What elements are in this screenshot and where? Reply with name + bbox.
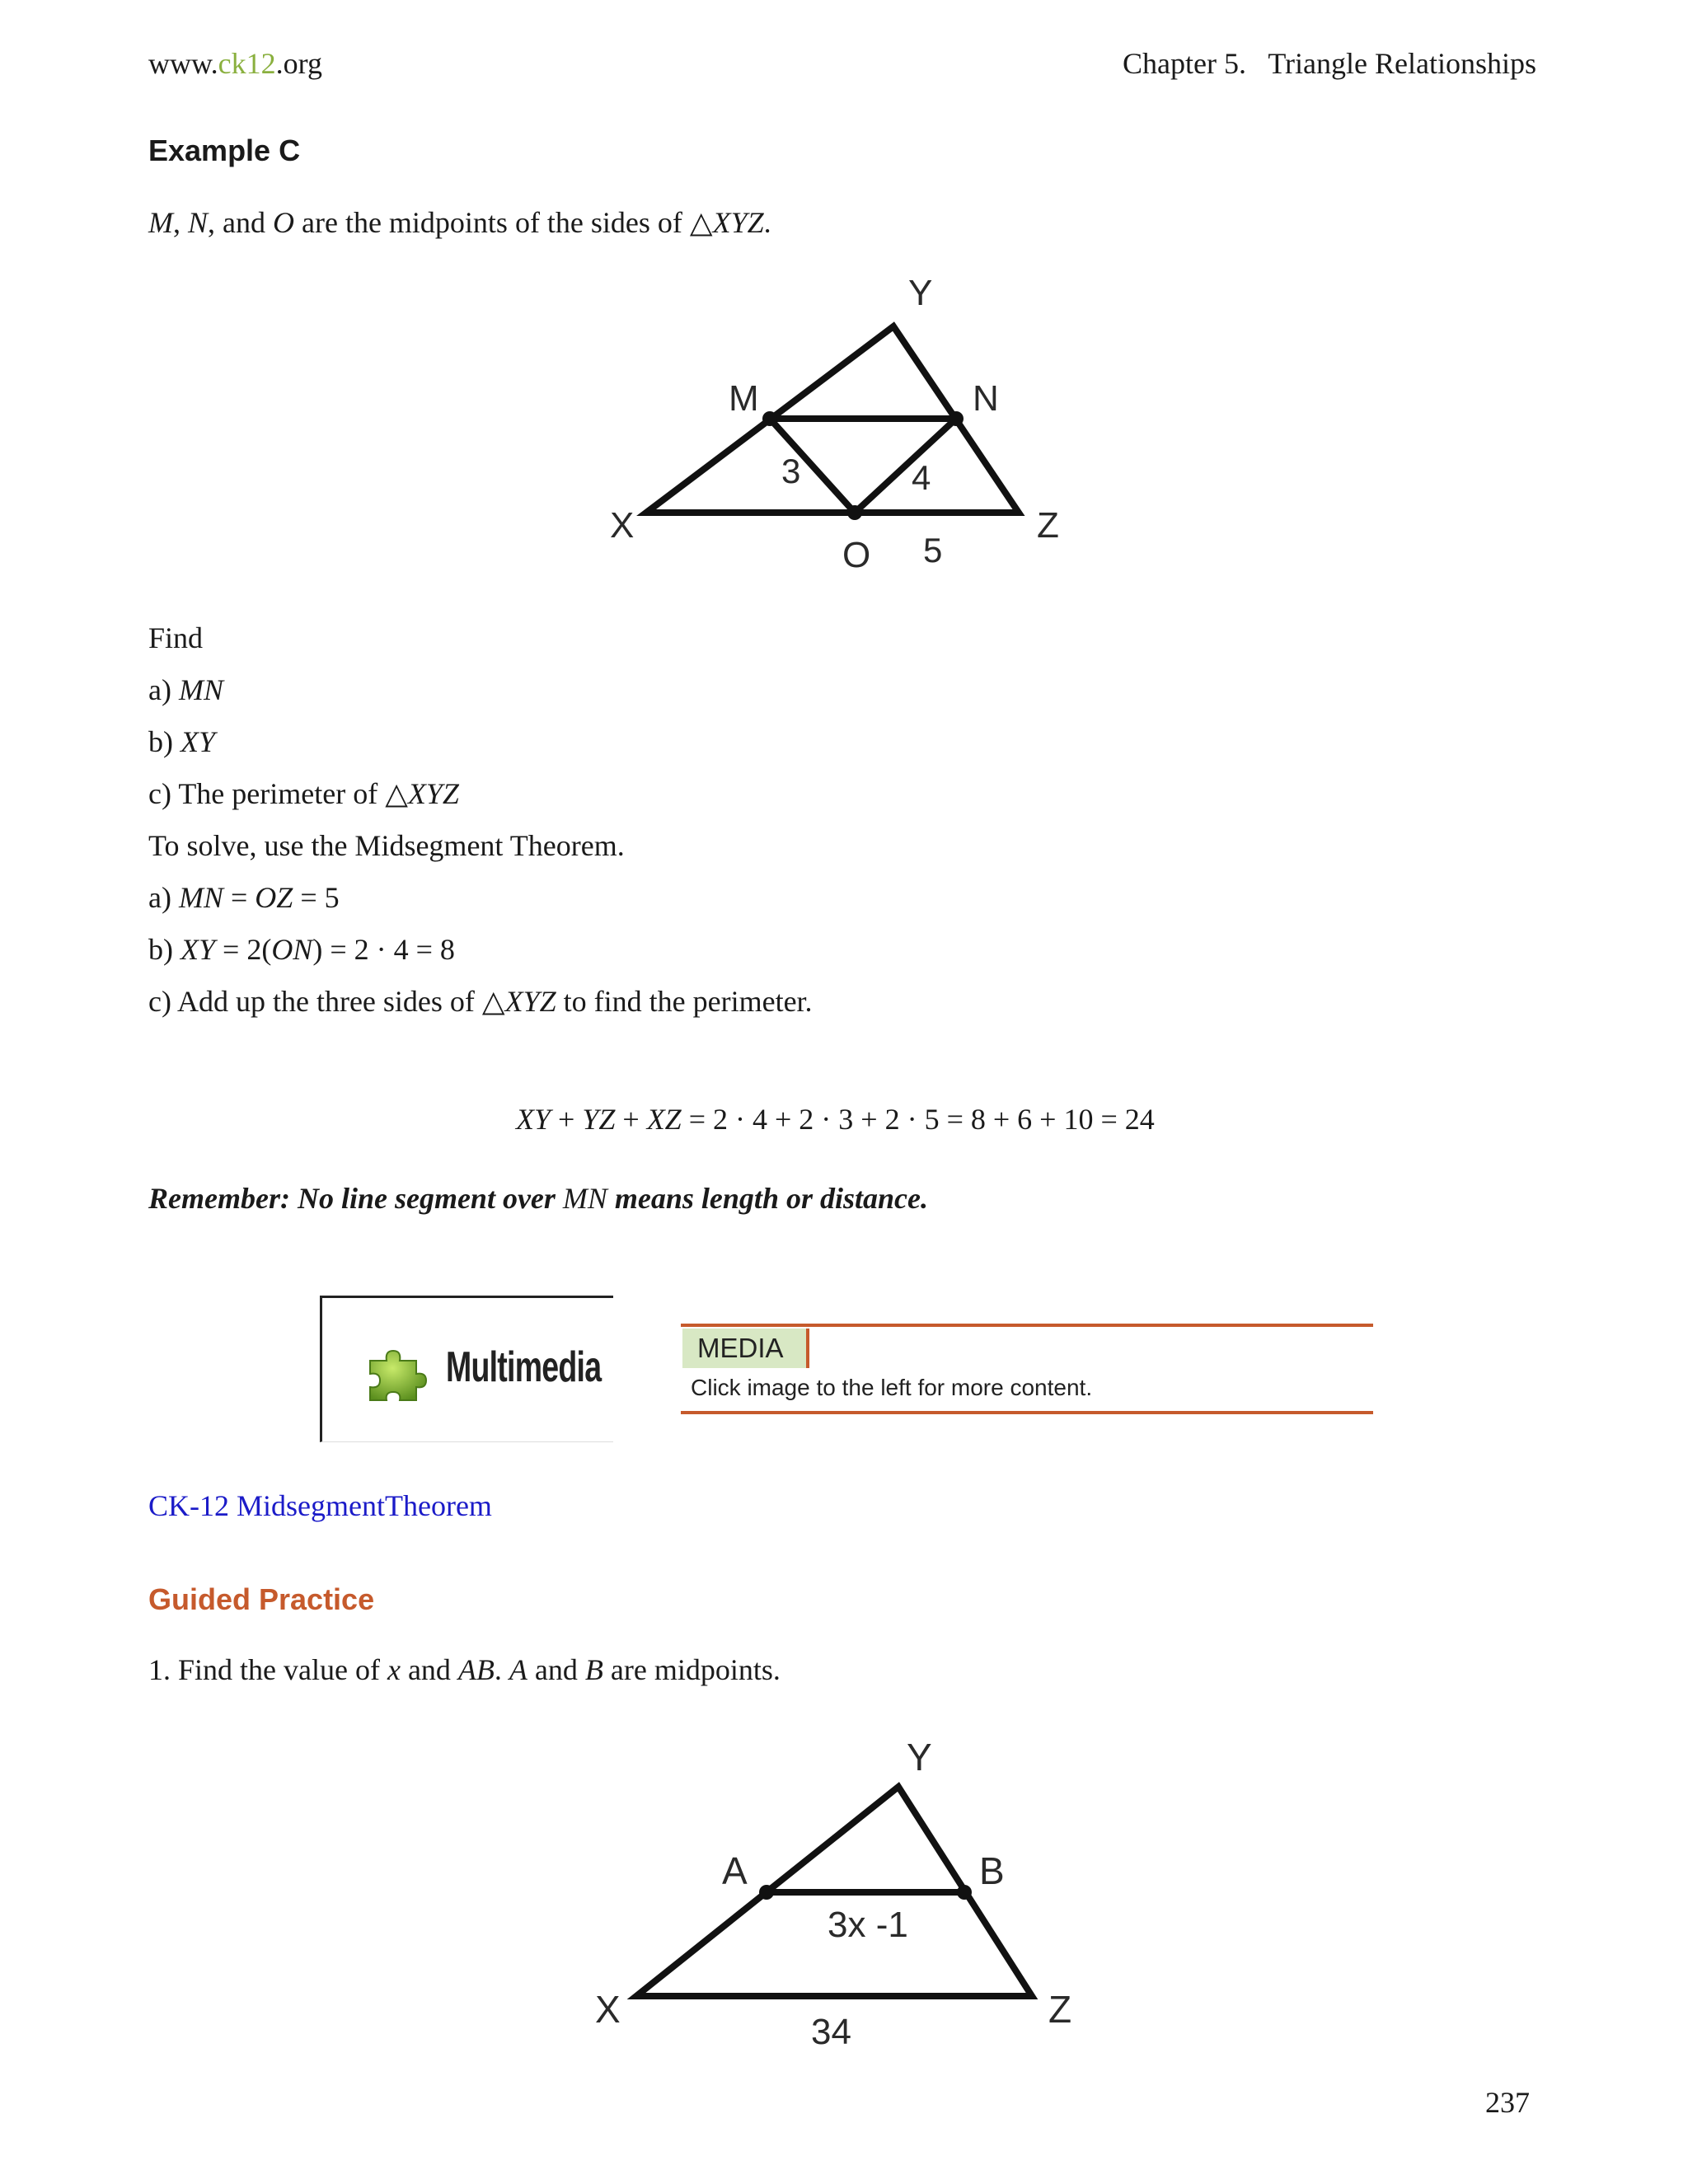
intro-text-1: ,: [173, 206, 188, 239]
vertex-label-a: A: [722, 1849, 748, 1892]
gq-text-2: .: [494, 1653, 509, 1686]
sol-c-var: XYZ: [504, 985, 556, 1018]
intro-text-2: , and: [208, 206, 273, 239]
gq-var-a: A: [509, 1653, 528, 1686]
sol-a-end: = 5: [293, 881, 340, 914]
page-number: 237: [1485, 2086, 1530, 2119]
eq-plus-2: +: [615, 1103, 647, 1136]
remember-var: MN: [562, 1182, 607, 1215]
url-prefix: www.: [148, 47, 218, 80]
segment-no: [855, 419, 956, 513]
vertex-label-y: Y: [908, 273, 933, 313]
midsegment-theorem-link[interactable]: CK-12 MidsegmentTheorem: [148, 1489, 492, 1522]
sol-b-var2: ON: [271, 933, 313, 966]
var-xyz: XYZ: [712, 206, 764, 239]
sol-c-end: to find the perimeter.: [556, 985, 813, 1018]
sol-a-mid: =: [223, 881, 256, 914]
var-o: O: [273, 206, 294, 239]
perimeter-equation: [516, 1101, 1155, 1137]
multimedia-thumbnail[interactable]: [320, 1296, 613, 1442]
chapter-title: Chapter 5. Triangle Relationships: [1123, 47, 1536, 80]
gq-var-ab: AB: [457, 1653, 495, 1686]
remember-note: [148, 1180, 928, 1216]
sol-b-var1: XY: [181, 933, 216, 966]
intro-text-3: are the midpoints of the sides of △: [294, 206, 713, 239]
segment-label-4: 4: [912, 458, 931, 497]
midpoint-b-dot: [957, 1885, 972, 1900]
gq-text-3: and: [527, 1653, 585, 1686]
find-item-a: [148, 672, 223, 708]
remember-before: Remember: No line segment over: [148, 1182, 563, 1215]
eq-plus-1: +: [551, 1103, 583, 1136]
segment-label-xz: 34: [811, 2012, 851, 2052]
sol-a-prefix: a): [148, 881, 179, 914]
find-item-b: [148, 724, 215, 760]
gq-text-4: are midpoints.: [603, 1653, 781, 1686]
puzzle-icon: [362, 1344, 431, 1407]
vertex-label-x: X: [610, 505, 635, 546]
var-n: N: [188, 206, 209, 239]
solution-a: [148, 879, 340, 916]
media-panel: [681, 1324, 1373, 1414]
header-site-url[interactable]: [148, 46, 322, 81]
sol-b-end: ) = 2 · 4 = 8: [312, 933, 455, 966]
solution-b: [148, 931, 455, 968]
segment-label-ab: 3x -1: [828, 1905, 908, 1945]
find-a-var: MN: [178, 673, 223, 706]
vertex-label-o: O: [842, 535, 871, 575]
vertex-label-m: M: [729, 378, 759, 419]
gq-prefix: 1. Find the value of: [148, 1653, 387, 1686]
midsegment-triangle-figure: [577, 272, 1104, 577]
vertex-label-b: B: [979, 1849, 1005, 1892]
vertex-label-z2: Z: [1048, 1988, 1072, 2031]
gq-var-x: x: [387, 1653, 401, 1686]
eq-var-yz: YZ: [582, 1103, 616, 1136]
media-tag: MEDIA: [682, 1329, 809, 1368]
vertex-label-n: N: [973, 378, 999, 419]
find-c-prefix: c) The perimeter of △: [148, 777, 408, 810]
example-heading: Example C: [148, 134, 301, 167]
multimedia-logo-text: Multimedia: [446, 1343, 602, 1391]
eq-var-xz: XZ: [646, 1103, 682, 1136]
example-intro: [148, 204, 771, 241]
url-brand: ck12: [218, 47, 276, 80]
gq-text-1: and: [400, 1653, 458, 1686]
find-c-var: XYZ: [407, 777, 459, 810]
guided-practice-heading: Guided Practice: [148, 1582, 375, 1616]
guided-question-1: [148, 1652, 781, 1688]
url-suffix: .org: [275, 47, 322, 80]
solution-c: [148, 983, 813, 1019]
find-item-c: [148, 776, 459, 812]
eq-rest: = 2 · 4 + 2 · 3 + 2 · 5 = 8 + 6 + 10 = 24: [681, 1103, 1155, 1136]
gq-var-b: B: [584, 1653, 603, 1686]
sol-a-var2: OZ: [255, 881, 293, 914]
midpoint-m-dot: [762, 411, 777, 426]
segment-label-3: 3: [781, 452, 801, 490]
segment-label-5: 5: [923, 531, 943, 569]
sol-a-var1: MN: [178, 881, 223, 914]
sol-b-prefix: b): [148, 933, 181, 966]
find-label: Find: [148, 621, 204, 654]
media-caption: Click image to the left for more content.: [691, 1375, 1093, 1400]
eq-var-xy: XY: [516, 1103, 551, 1136]
midpoint-a-dot: [759, 1885, 774, 1900]
find-b-prefix: b): [148, 725, 181, 758]
sol-c-prefix: c) Add up the three sides of △: [148, 985, 505, 1018]
sol-b-mid: = 2(: [215, 933, 272, 966]
guided-practice-triangle-figure: [577, 1731, 1104, 2060]
find-b-var: XY: [181, 725, 216, 758]
vertex-label-x2: X: [595, 1988, 621, 2031]
var-m: M: [148, 206, 173, 239]
intro-text-4: .: [763, 206, 771, 239]
find-a-prefix: a): [148, 673, 179, 706]
remember-after: means length or distance.: [607, 1182, 928, 1215]
vertex-label-z: Z: [1037, 505, 1059, 546]
solution-intro: To solve, use the Midsegment Theorem.: [148, 829, 625, 862]
midpoint-n-dot: [949, 411, 964, 426]
midpoint-o-dot: [847, 505, 862, 520]
vertex-label-y2: Y: [907, 1736, 932, 1779]
